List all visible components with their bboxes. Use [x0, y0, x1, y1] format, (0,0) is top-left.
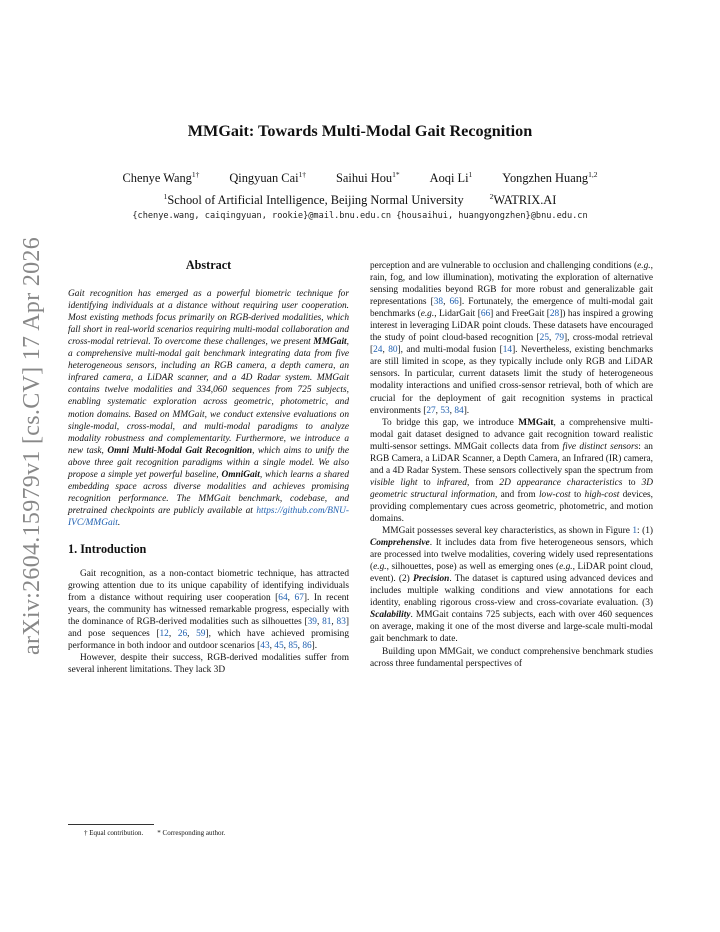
- intro-paragraph-1: Gait recognition, as a non-contact biometric technique, has attracted growing attention due to its unique capability of identifying individuals from a distance without requiring user cooperation [64, 67]. In recent years, the community has witnessed remarkable progress, especially with the dominance of RGB-derived modalities such as silhouettes [39, 81, 83] and pose sequences [12, 26, 59], which have achieved promising performance in both indoor and outdoor scenarios [43, 45, 85, 86].: [68, 569, 350, 652]
- citation[interactable]: 27: [426, 405, 436, 416]
- citation[interactable]: 85: [288, 641, 298, 652]
- citation[interactable]: 66: [480, 309, 491, 320]
- author: Saihui Hou$^{1*}$: [336, 170, 400, 186]
- citation[interactable]: 67: [294, 593, 304, 604]
- abstract-heading: Abstract: [185, 258, 232, 272]
- citation[interactable]: 64: [278, 593, 288, 604]
- author: Yongzhen Huang$^{1,2}$: [502, 170, 598, 186]
- footnote-corresponding-author: * Corresponding author.: [157, 829, 226, 837]
- right-column: [370, 260, 653, 670]
- right-paragraph-2: To bridge this gap, we introduce MMGait, a comprehensive multi-modal gait dataset designed to advance gait recognition toward realistic multi-sensor settings. MMGait collects data from five distinct sensors: an RGB Camera, a LiDAR Scanner, a Depth Camera, an Infrared (IR) camera, and a 4D Radar System. These sensors collectively span the spectrum from visible light to infrared, from 2D appearance characteristics to 3D geometric structural information, and from low-cost to high-cost devices, providing complementary cues across geometric, photometric, and motion domains.: [370, 417, 653, 524]
- citation[interactable]: 83: [336, 617, 346, 628]
- footnote-divider: [68, 824, 154, 825]
- citation[interactable]: 39: [307, 617, 317, 628]
- citation[interactable]: 43: [260, 641, 270, 652]
- citation[interactable]: 45: [274, 641, 284, 652]
- right-paragraph-3: MMGait possesses several key characteristics, as shown in Figure 1: (1) Comprehensive. It includes data from five heterogeneous sensors, which are processed into twelve modalities, covering widely used representations (e.g., silhouettes, pose) as well as emerging ones (e.g., LiDAR point cloud, event). (2) Precision. The dataset is captured using advanced devices and includes multiple walking conditions and view annotations for each identity, enabling rigorous cross-view and cross-covariate evaluation. (3) Scalability. MMGait contains 725 subjects, each with over 460 sequences on average, making it one of the most diverse and large-scale multi-modal gait benchmark to date.: [370, 526, 653, 645]
- footnote: [84, 829, 225, 837]
- citation[interactable]: 25: [539, 333, 549, 344]
- author-list: [60, 170, 660, 186]
- author: Aoqi Li$^1$: [429, 170, 473, 186]
- citation[interactable]: 14: [502, 345, 513, 356]
- code-link[interactable]: https://github.com/BNU-IVC/MMGait: [68, 505, 349, 528]
- citation[interactable]: 38: [433, 297, 444, 308]
- citation[interactable]: 86: [302, 641, 312, 652]
- citation[interactable]: 28: [549, 309, 560, 320]
- author: Qingyuan Cai$^{1\dagger}$: [229, 170, 307, 186]
- left-column: [68, 259, 349, 676]
- citation[interactable]: 12: [159, 629, 169, 640]
- citation[interactable]: 80: [388, 345, 398, 356]
- intro-paragraph-2: However, despite their success, RGB-derived modalities suffer from several inherent limitations. They lack 3D: [68, 653, 349, 676]
- arxiv-identifier: arXiv:2604.15979v1 [cs.CV] 17 Apr 2026: [19, 236, 45, 655]
- citation[interactable]: 66: [449, 297, 459, 308]
- right-paragraph-4: Building upon MMGait, we conduct comprehensive benchmark studies across three fundamental perspectives of: [370, 646, 653, 669]
- affiliation: $^2$WATRIX.AI: [489, 192, 557, 208]
- right-paragraph-1: perception and are vulnerable to occlusion and challenging conditions (e.g., rain, fog, and low illumination), motivating the exploration of alternative sensing modalities beyond RGB for more robust and generalizable gait representations [38, 66]. Fortunately, the emergence of multi-modal gait benchmarks (e.g., LidarGait [66] and FreeGait [28]) has inspired a growing interest in leveraging LiDAR point clouds. These datasets have encouraged the study of point cloud-based recognition [25, 79], cross-modal retrieval [24, 80], and multi-modal fusion [14]. Nevertheless, existing benchmarks are still limited in scope, as they typically include only RGB and LiDAR sensors. In particular, current datasets limit the study of heterogeneous modality interactions and unified cross-sensor retrieval, both of which are crucial for the deployment of gait recognition systems in practical environments [27, 53, 84].: [370, 261, 654, 416]
- citation[interactable]: 26: [177, 629, 188, 640]
- abstract-body: Gait recognition has emerged as a powerful biometric technique for identifying individuals at a distance without requiring user cooperation. Most existing methods focus primarily on RGB-derived modalities, which fall short in real-world scenarios requiring multi-modal collaboration and cross-modal retrieval. To overcome these challenges, we present MMGait, a comprehensive multi-modal gait benchmark integrating data from five heterogeneous sensors, including an RGB camera, a depth camera, an infrared camera, a LiDAR scanner, and a 4D Radar system. MMGait contains twelve modalities and 334,060 sequences from 725 subjects, enabling systematic exploration across geometric, photometric, and motion domains. Based on MMGait, we conduct extensive evaluations on single-modal, cross-modal, and multi-modal paradigms to analyze modality robustness and complementarity. Furthermore, we introduce a new task, Omni Multi-Modal Gait Recognition, which aims to unify the above three gait recognition paradigms within a single model. We also propose a simple yet powerful baseline, OmniGait, which learns a shared embedding space across diverse modalities and achieves promising recognition performance. The MMGait benchmark, codebase, and pretrained checkpoints are publicly available at https://github.com/BNU-IVC/MMGait.: [68, 289, 349, 528]
- citation[interactable]: 84: [454, 405, 464, 416]
- citation[interactable]: 81: [322, 617, 332, 628]
- affiliation-list: [60, 192, 660, 208]
- author: Chenye Wang$^{1\dagger}$: [122, 170, 200, 186]
- affiliation: $^1$School of Artificial Intelligence, Beijing Normal University: [163, 192, 464, 208]
- citation[interactable]: 59: [196, 629, 206, 640]
- citation[interactable]: 53: [440, 405, 450, 416]
- section-heading-introduction: 1. Introduction: [68, 541, 147, 556]
- author-emails: {chenye.wang, caiqingyuan, rookie}@mail.bnu.edu.cn {housaihui, huangyongzhen}@bnu.edu.cn: [132, 211, 588, 221]
- paper-title: MMGait: Towards Multi-Modal Gait Recognition: [187, 122, 533, 140]
- footnote-equal-contribution: † Equal contribution.: [84, 829, 144, 837]
- citation[interactable]: 79: [554, 333, 565, 344]
- figure-reference[interactable]: 1: [632, 526, 638, 537]
- citation[interactable]: 24: [373, 345, 383, 356]
